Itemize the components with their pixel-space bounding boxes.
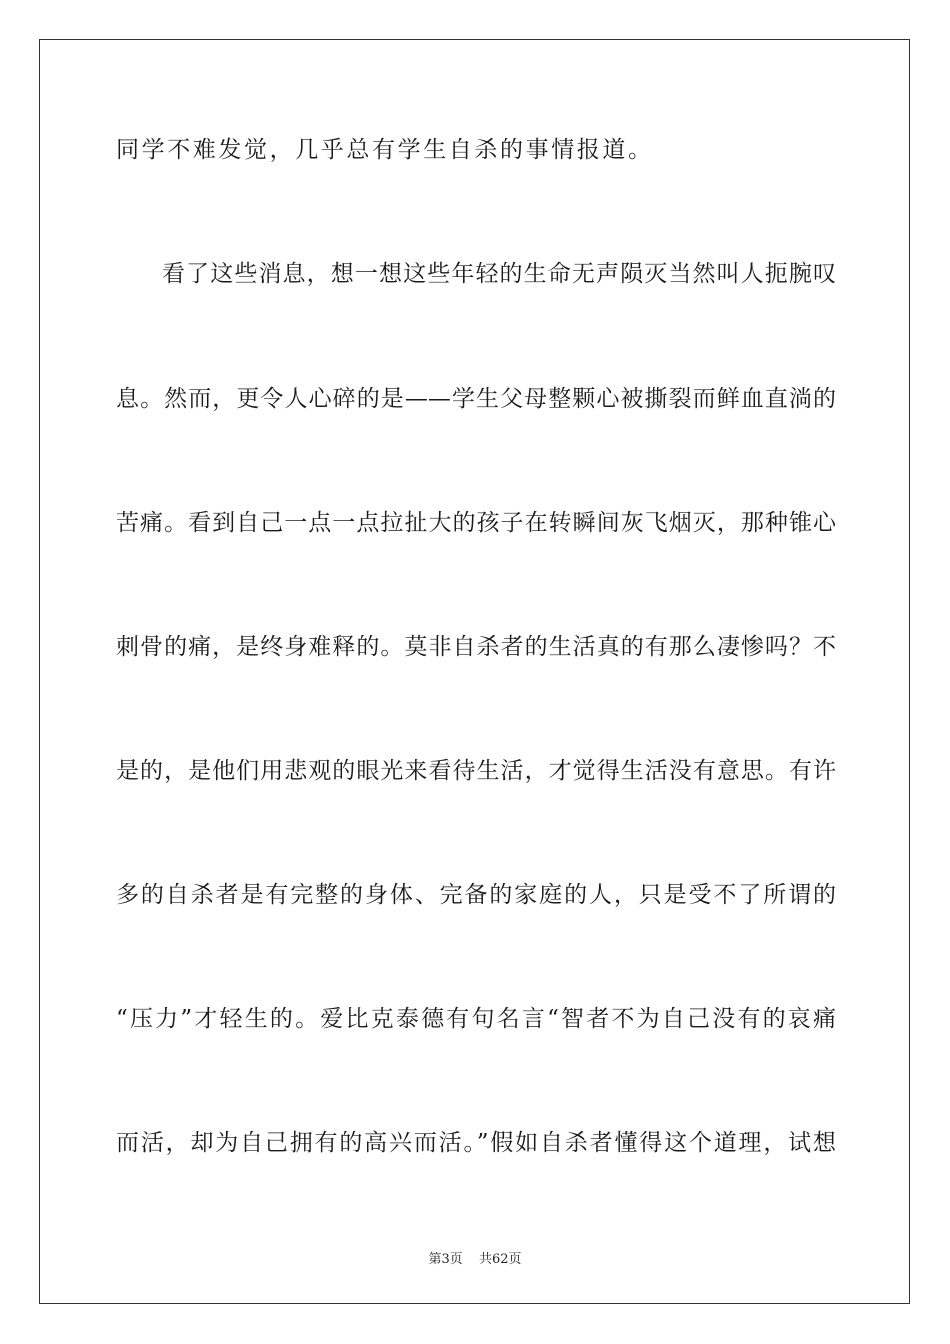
page-total: 共62页 [478,1252,522,1267]
text-line-4: 苦痛。看到自己一点一点拉扯大的孩子在转瞬间灰飞烟灭，那种锥心 [116,510,836,536]
page-number: 第3页 [428,1252,463,1267]
page-border [39,39,910,1304]
text-line-6: 是的，是他们用悲观的眼光来看待生活，才觉得生活没有意思。有许 [116,758,836,784]
text-line-8: “压力”才轻生的。爱比克泰德有句名言“智者不为自己没有的哀痛 [116,1006,836,1032]
text-line-7: 多的自杀者是有完整的身体、完备的家庭的人，只是受不了所谓的 [116,882,836,908]
text-line-5: 刺骨的痛，是终身难释的。莫非自杀者的生活真的有那么凄惨吗？不 [116,634,836,660]
page-footer [0,1248,950,1267]
text-line-3: 息。然而，更令人心碎的是——学生父母整颗心被撕裂而鲜血直淌的 [116,386,836,412]
text-line-9: 而活，却为自己拥有的高兴而活。”假如自杀者懂得这个道理，试想 [116,1130,836,1156]
text-line-2: 看了这些消息，想一想这些年轻的生命无声陨灭当然叫人扼腕叹 [162,261,836,287]
text-line-1: 同学不难发觉，几乎总有学生自杀的事情报道。 [116,137,654,163]
